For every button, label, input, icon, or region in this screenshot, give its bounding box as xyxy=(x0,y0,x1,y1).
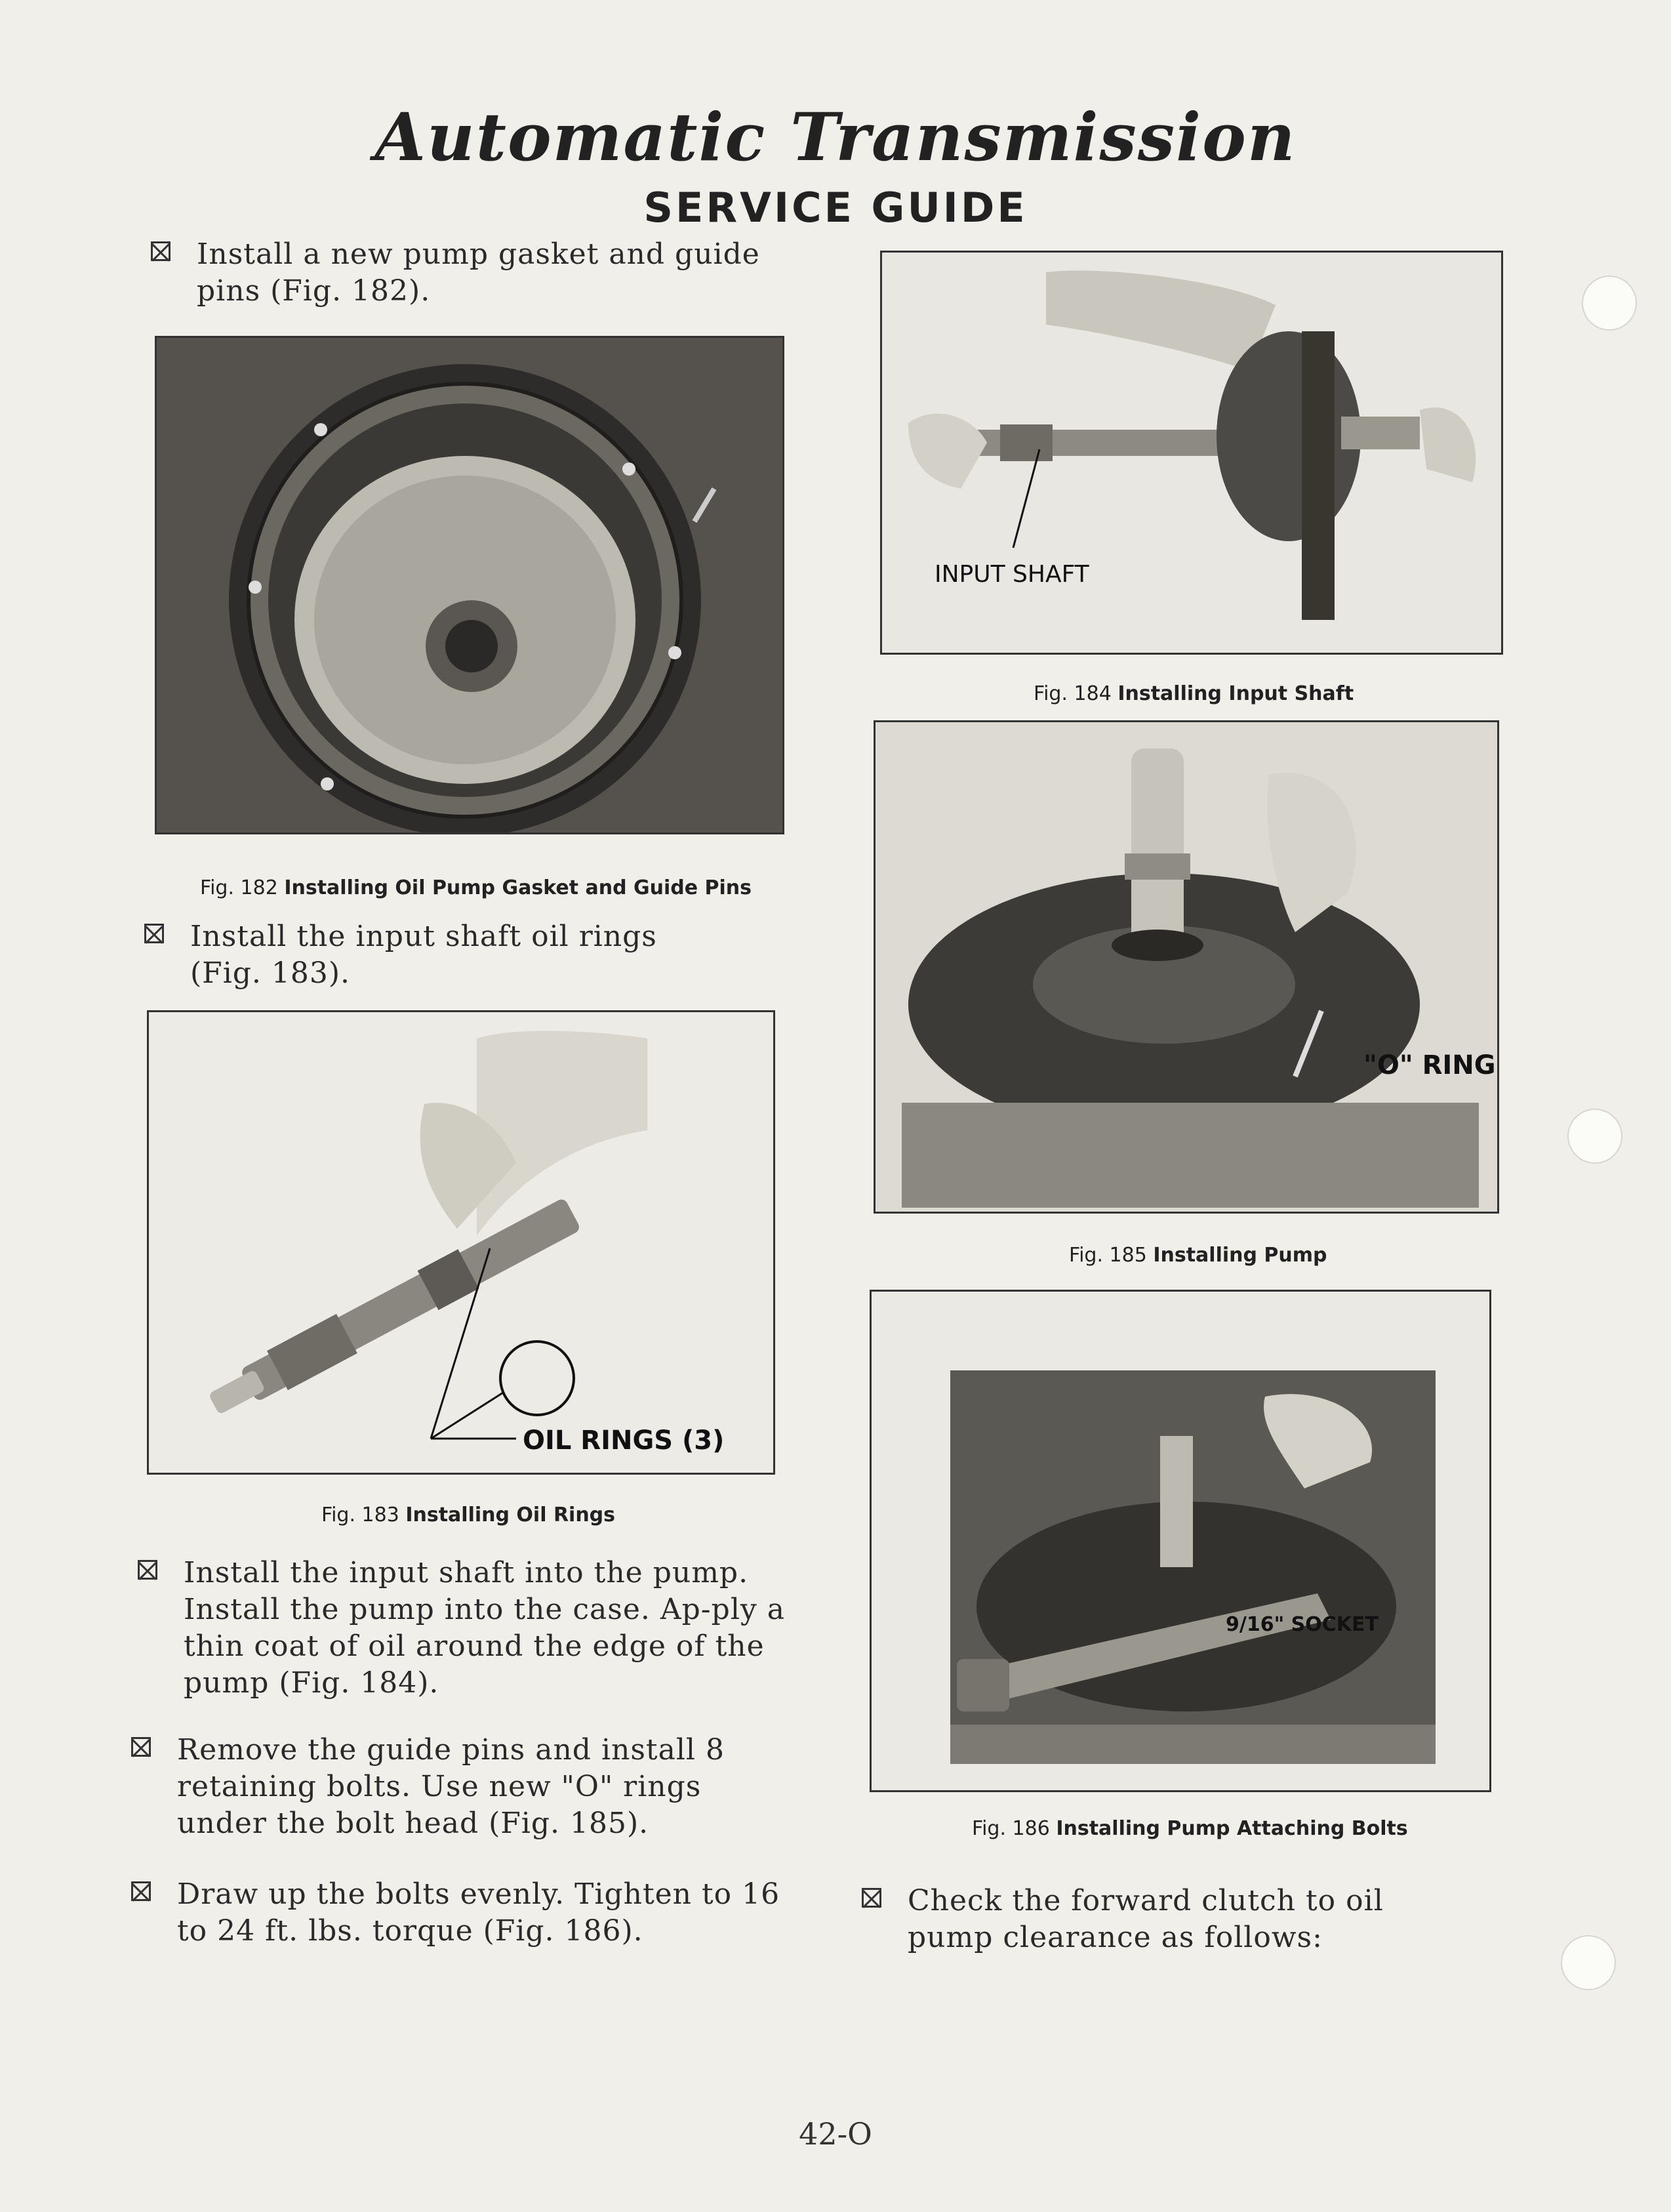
fig183-number: Fig. 183 xyxy=(321,1504,399,1526)
input-shaft-illustration xyxy=(882,253,1501,653)
checkbox-icon xyxy=(144,924,164,943)
fig182-photo xyxy=(155,336,784,834)
step-1 xyxy=(151,236,807,310)
fig185-number: Fig. 185 xyxy=(1069,1244,1147,1267)
fig186-callout: 9/16" SOCKET xyxy=(1226,1613,1379,1636)
checkbox-icon xyxy=(131,1737,151,1757)
fig185-callout: "O" RING xyxy=(1363,1050,1496,1080)
fig182-title: Installing Oil Pump Gasket and Guide Pins xyxy=(284,876,752,899)
page-number: 42-O xyxy=(799,2116,872,2152)
fig186-number: Fig. 186 xyxy=(972,1817,1050,1840)
binder-hole-bottom xyxy=(1561,1935,1616,1990)
fig183-callout: OIL RINGS (3) xyxy=(523,1425,725,1456)
binder-hole-top xyxy=(1582,276,1637,331)
step-6 xyxy=(862,1883,1452,1956)
page-subtitle: SERVICE GUIDE xyxy=(643,184,1028,232)
binder-hole-middle xyxy=(1567,1109,1622,1164)
step-6-text: Check the forward clutch to oil pump clearance as follows: xyxy=(908,1884,1384,1954)
fig184-callout: INPUT SHAFT xyxy=(935,561,1089,588)
checkbox-icon xyxy=(151,241,171,261)
fig185-frame xyxy=(874,720,1499,1214)
attaching-bolts-illustration xyxy=(872,1292,1489,1790)
step-3-text: Install the input shaft into the pump. Install the pump into the case. Ap-ply a thin coat of oil around the edge of the pump (Fig. 184). xyxy=(184,1556,785,1700)
step-1-text: Install a new pump gasket and guide pins (Fig. 182). xyxy=(197,237,760,308)
step-2 xyxy=(144,918,735,992)
step-3 xyxy=(138,1555,800,1702)
fig184-title: Installing Input Shaft xyxy=(1117,682,1354,705)
fig186-frame xyxy=(870,1290,1491,1792)
oil-rings-illustration xyxy=(149,1012,773,1473)
fig184-number: Fig. 184 xyxy=(1034,682,1112,705)
step-5-text: Draw up the bolts evenly. Tighten to 16 to 24 ft. lbs. torque (Fig. 186). xyxy=(177,1877,780,1948)
step-4-text: Remove the guide pins and install 8 retaining bolts. Use new "O" rings under the bolt head (Fig. 185). xyxy=(177,1733,725,1840)
fig183-frame xyxy=(147,1010,775,1475)
step-2-text: Install the input shaft oil rings (Fig. 183). xyxy=(190,920,657,990)
checkbox-icon xyxy=(862,1888,881,1908)
fig183-title: Installing Oil Rings xyxy=(405,1504,616,1526)
page-title: Automatic Transmission xyxy=(374,98,1297,176)
step-5 xyxy=(131,1876,787,1950)
checkbox-icon xyxy=(131,1881,151,1901)
fig186-caption xyxy=(972,1817,1408,1840)
checkbox-icon xyxy=(138,1560,157,1580)
fig184-caption xyxy=(1034,682,1354,705)
pump-installation-illustration xyxy=(876,722,1497,1212)
fig184-frame xyxy=(880,251,1503,655)
fig183-caption xyxy=(321,1504,615,1526)
fig182-caption xyxy=(200,876,752,899)
fig182-number: Fig. 182 xyxy=(200,876,278,899)
pump-gasket-illustration xyxy=(157,338,784,834)
step-4 xyxy=(131,1732,787,1842)
fig186-title: Installing Pump Attaching Bolts xyxy=(1056,1817,1408,1840)
fig185-caption xyxy=(1069,1244,1327,1267)
fig185-title: Installing Pump xyxy=(1153,1244,1327,1267)
